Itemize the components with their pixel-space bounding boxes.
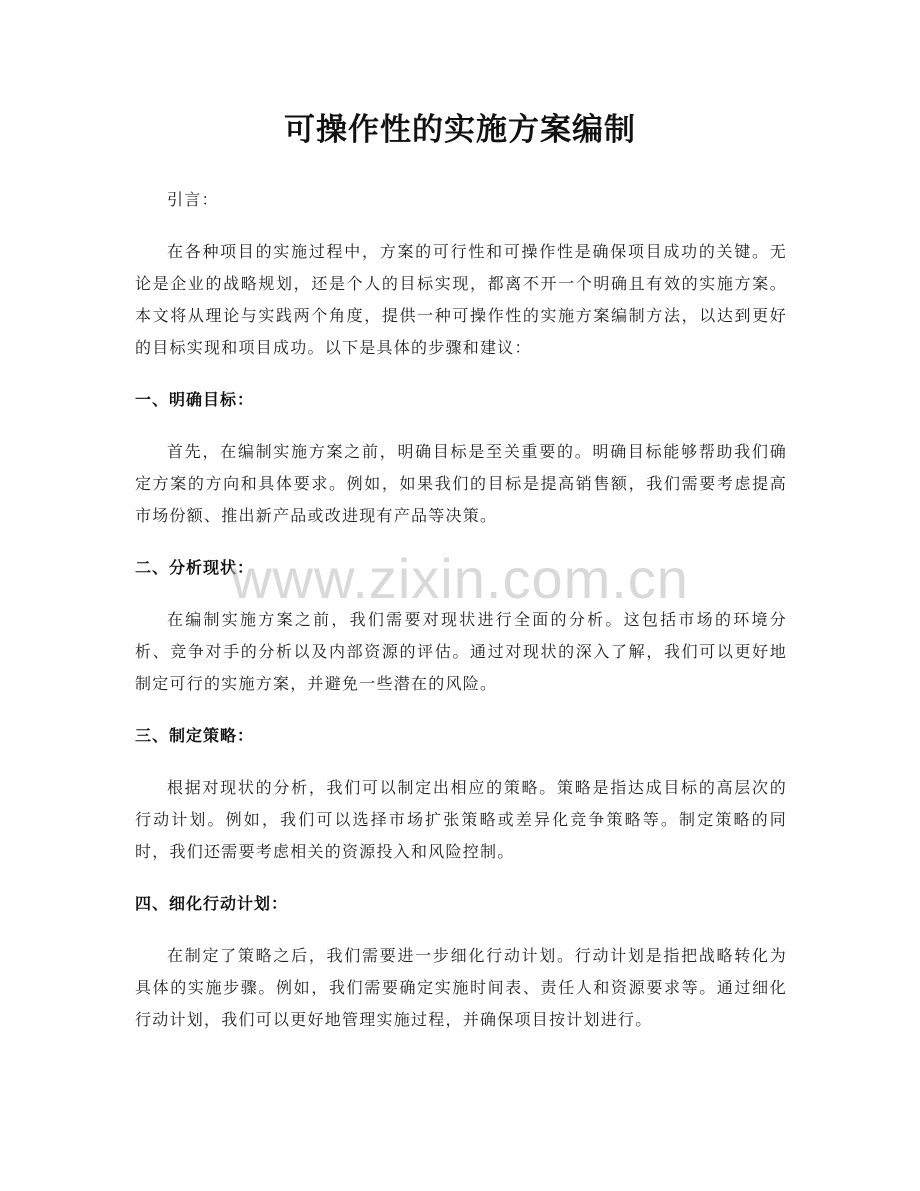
section-heading: 四、细化行动计划： [135, 894, 289, 913]
section-paragraph: 根据对现状的分析，我们可以制定出相应的策略。策略是指达成目标的高层次的行动计划。例如，我们可以选择市场扩张策略或差异化竞争策略等。制定策略的同时，我们还需要考虑相关的资源投入和风险控制。 [135, 778, 787, 861]
intro-label: 引言： [167, 190, 219, 209]
section-heading: 一、明确目标： [135, 390, 255, 409]
document-title: 可操作性的实施方案编制 [284, 112, 636, 148]
section-heading: 三、制定策略： [135, 726, 255, 745]
section-paragraph: 首先，在编制实施方案之前，明确目标是至关重要的。明确目标能够帮助我们确定方案的方向和具体要求。例如，如果我们的目标是提高销售额，我们需要考虑提高市场份额、推出新产品或改进现有产品等决策。 [135, 442, 787, 525]
document-body [135, 184, 787, 1056]
section-formulate-strategy [135, 720, 787, 868]
intro-paragraph: 在各种项目的实施过程中，方案的可行性和可操作性是确保项目成功的关键。无论是企业的战略规划，还是个人的目标实现，都离不开一个明确且有效的实施方案。本文将从理论与实践两个角度，提供一种可操作性的实施方案编制方法，以达到更好的目标实现和项目成功。以下是具体的步骤和建议： [135, 242, 787, 357]
section-clarify-goals [135, 384, 787, 532]
section-action-plan [135, 888, 787, 1036]
watermark: www.zixin.com.cn [231, 547, 689, 610]
section-heading: 二、分析现状： [135, 558, 255, 577]
section-analyze-status [135, 552, 787, 700]
intro-section [135, 236, 787, 364]
section-paragraph: 在制定了策略之后，我们需要进一步细化行动计划。行动计划是指把战略转化为具体的实施步骤。例如，我们需要确定实施时间表、责任人和资源要求等。通过细化行动计划，我们可以更好地管理实施过程，并确保项目按计划进行。 [135, 946, 787, 1029]
section-paragraph: 在编制实施方案之前，我们需要对现状进行全面的分析。这包括市场的环境分析、竞争对手的分析以及内部资源的评估。通过对现状的深入了解，我们可以更好地制定可行的实施方案，并避免一些潜在的风险。 [135, 610, 787, 693]
